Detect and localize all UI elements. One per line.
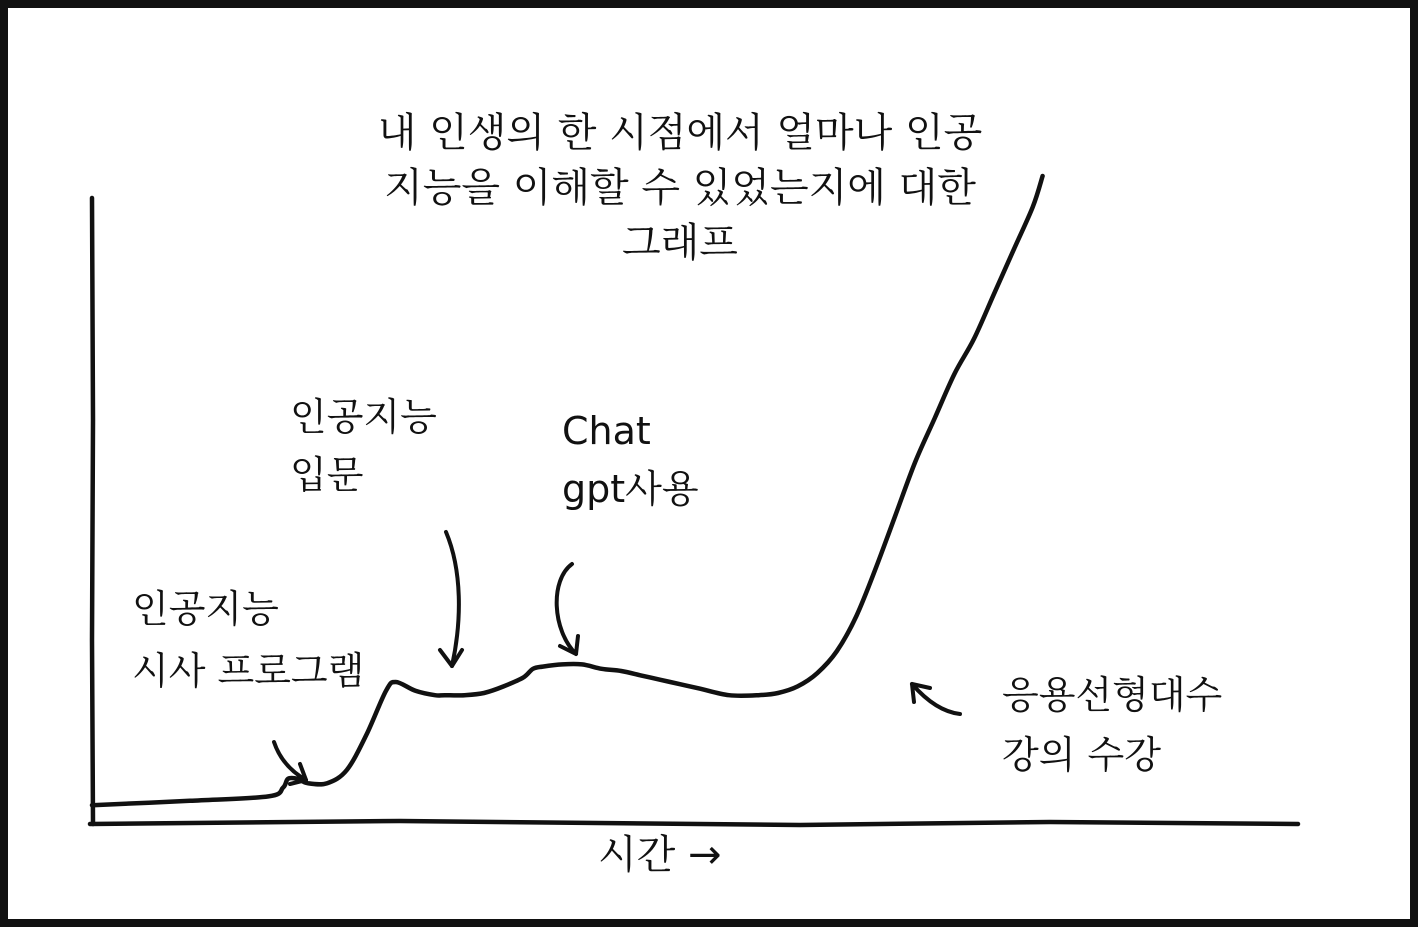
chart-title [378, 110, 983, 266]
arrow-linear-algebra [912, 684, 960, 714]
annotation-linear-algebra-line-1: 응용선형대수 [1002, 673, 1223, 717]
annotation-chatgpt [557, 409, 699, 654]
x-axis [90, 821, 1298, 825]
arrow-ai-current-affairs [274, 742, 306, 780]
annotation-ai-intro-line-2: 입문 [290, 453, 364, 497]
annotation-ai-intro [290, 395, 462, 666]
title-line-3: 그래프 [622, 220, 738, 266]
annotation-ai-current-affairs-line-2: 시사 프로그램 [132, 649, 365, 693]
annotation-chatgpt-line-1: Chat [562, 409, 651, 453]
title-line-1: 내 인생의 한 시점에서 얼마나 인공 [377, 110, 983, 156]
annotation-ai-intro-line-1: 인공지능 [290, 395, 437, 439]
arrow-ai-intro [446, 532, 459, 666]
annotation-ai-current-affairs [132, 587, 364, 784]
arrow-chatgpt [557, 564, 576, 654]
title-line-2: 지능을 이해할 수 있었는지에 대한 [384, 165, 976, 211]
arrowhead-ai-intro [440, 650, 462, 666]
annotation-linear-algebra [912, 673, 1222, 777]
annotation-ai-current-affairs-line-1: 인공지능 [132, 587, 279, 631]
annotation-linear-algebra-line-2: 강의 수강 [1002, 733, 1161, 777]
x-axis-label: 시간 → [598, 832, 722, 878]
annotation-chatgpt-line-2: gpt사용 [562, 467, 699, 511]
y-axis [92, 198, 93, 824]
